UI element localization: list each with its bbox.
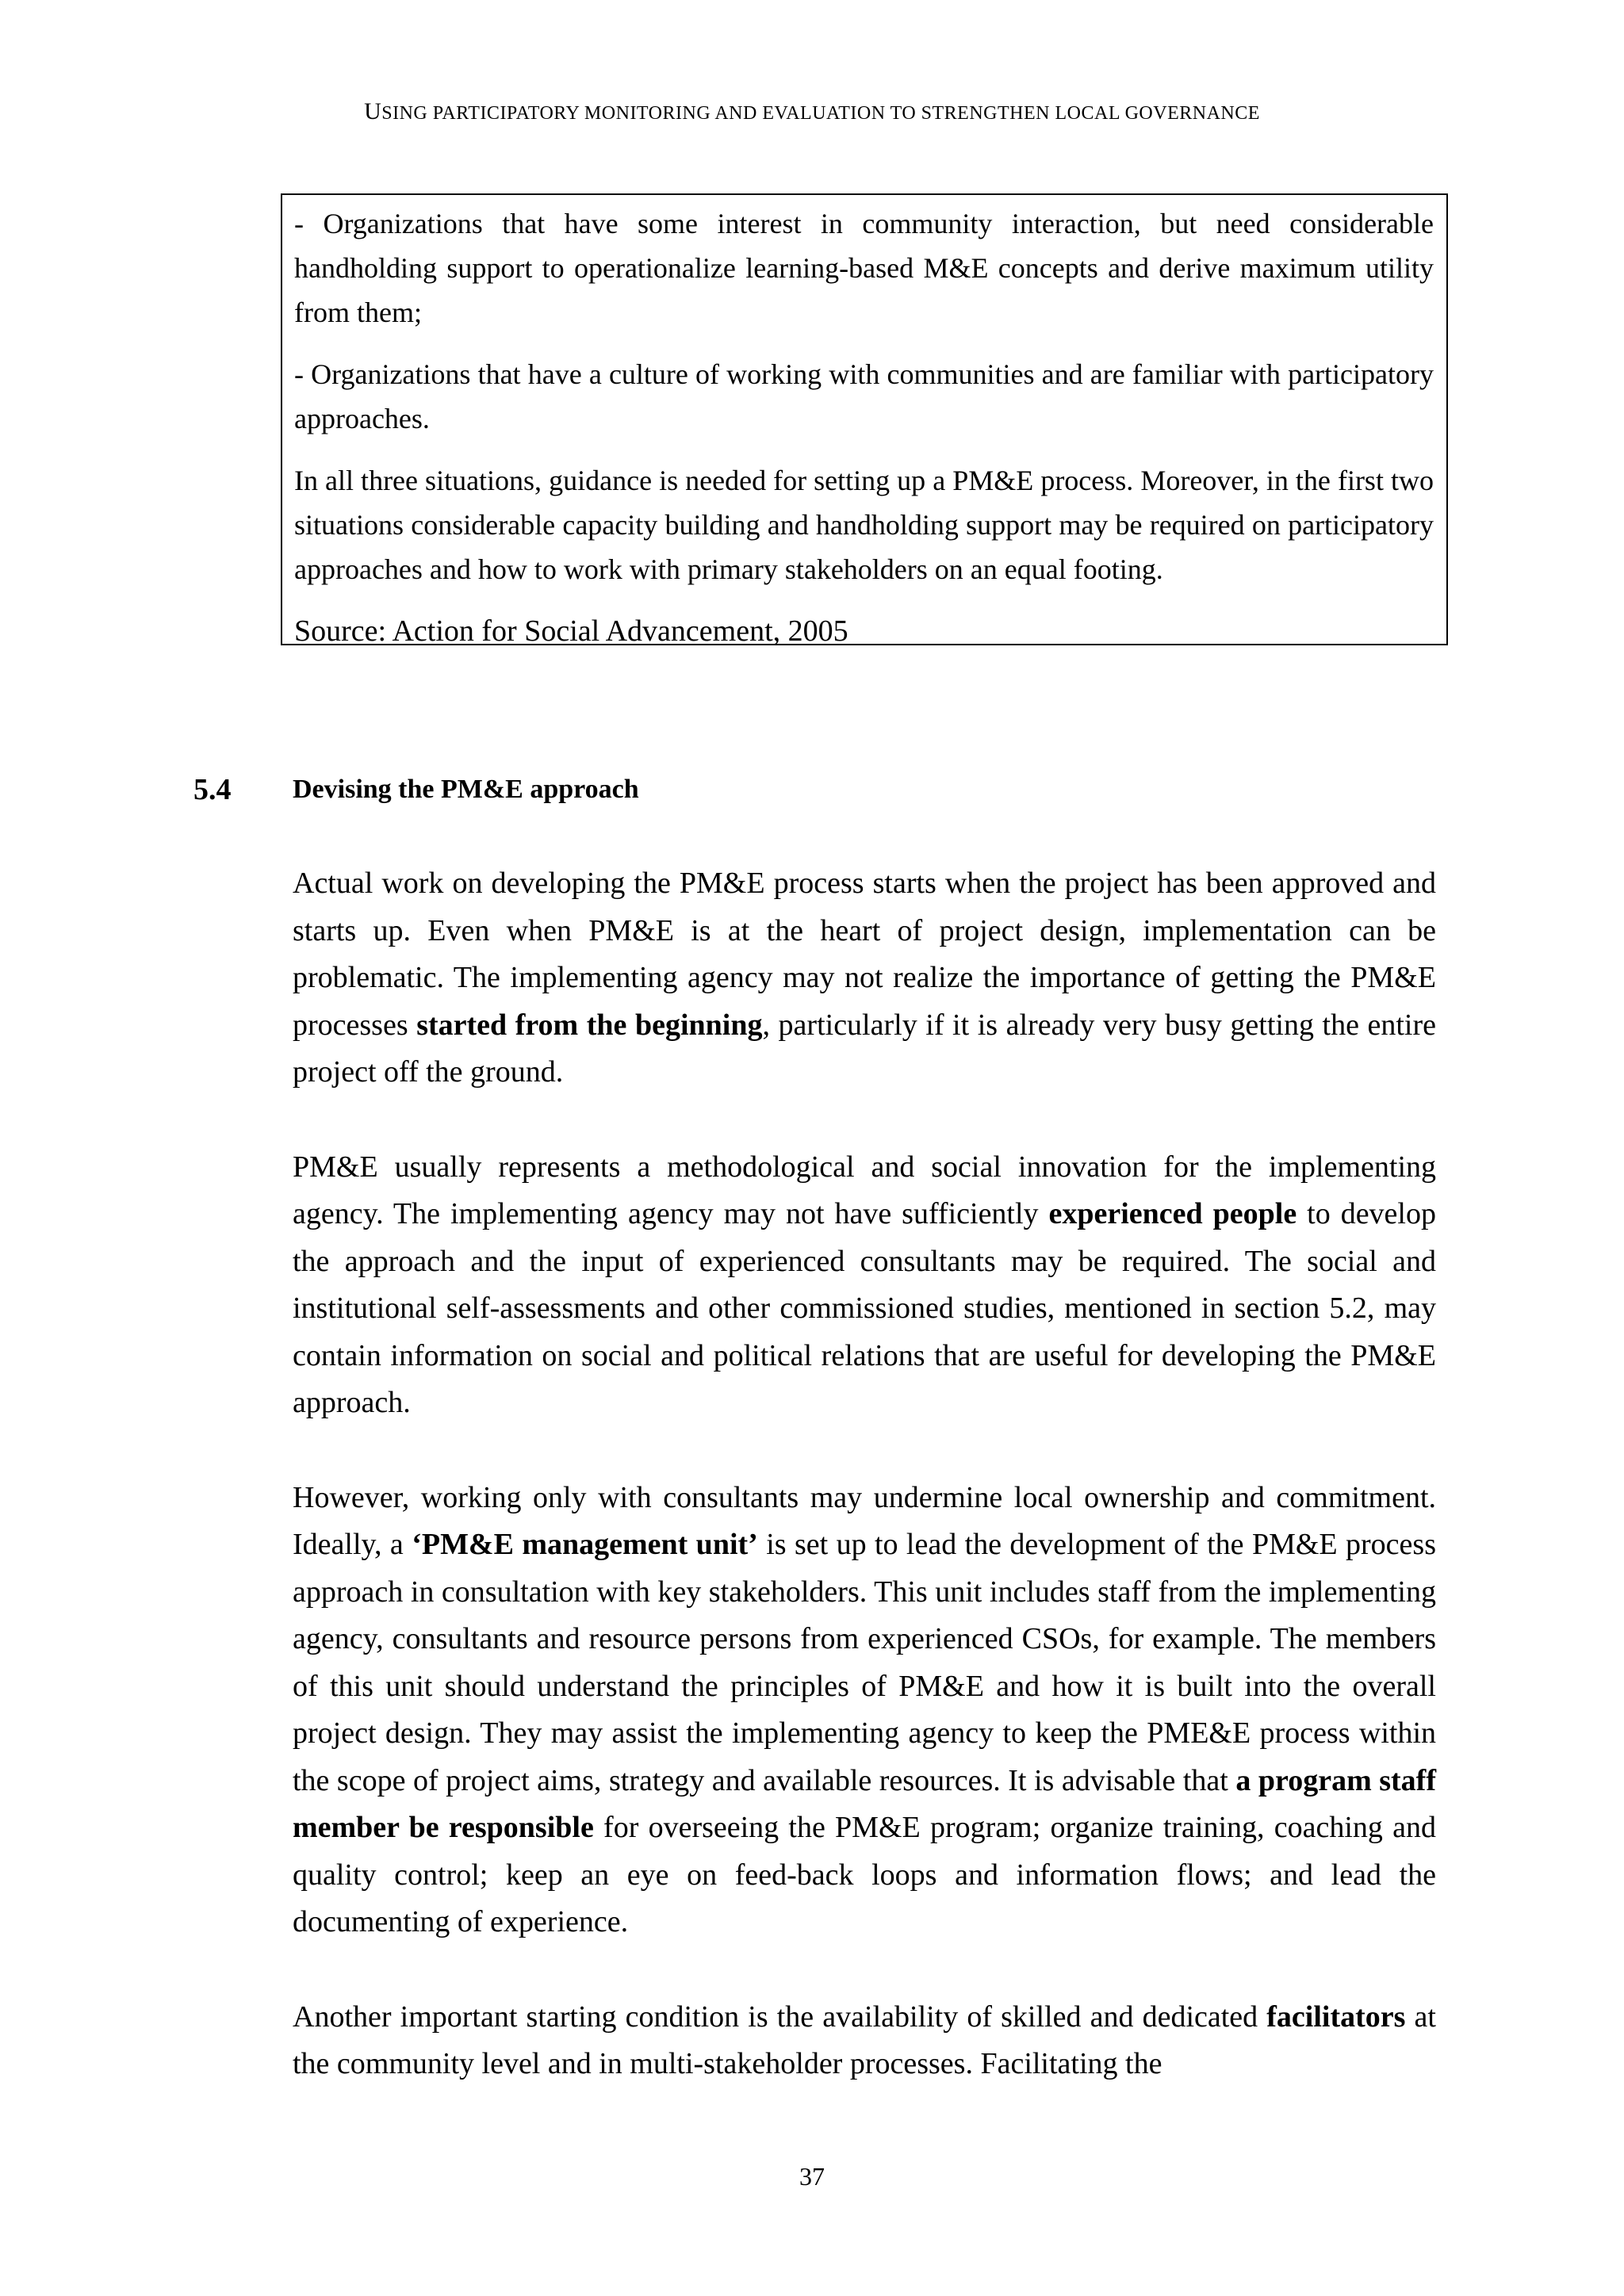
section-heading xyxy=(0,766,1624,813)
box-item-1: - Organizations that have some interest in community interaction, but need considerable handholding support to operationalize learning-based M&E concepts and derive maximum utility from them; xyxy=(294,208,1434,328)
paragraph-2-text-c: to develop the approach and the input of experienced consultants may be required. The social and institutional self-assessments and other commissioned studies, mentioned in section 5.2, may contain information on social and political relations that are useful for developing the PM&E approach. xyxy=(293,1197,1436,1419)
running-header-text: SING PARTICIPATORY MONITORING AND EVALUATION TO STRENGTHEN LOCAL GOVERNANCE xyxy=(381,103,1260,124)
running-header-initial: U xyxy=(364,98,382,124)
paragraph-2-bold: experienced people xyxy=(1048,1197,1297,1230)
paragraph-3-bold-2: a program staff member be responsible xyxy=(293,1763,1436,1844)
section-title: Devising the PM&E approach xyxy=(293,775,639,804)
paragraph-2 xyxy=(293,1144,1436,1427)
paragraph-1-bold: started from the beginning xyxy=(416,1008,763,1042)
box-source: Source: Action for Social Advancement, 2005 xyxy=(294,614,848,648)
paragraph-4-text-a: Another important starting condition is the availability of skilled and dedicated xyxy=(293,1999,1267,2034)
paragraph-3-text-e: for overseeing the PM&E program; organize training, coaching and quality control; keep an eye on feed-back loops and information flows; and lead the documenting of experience. xyxy=(293,1811,1436,1938)
paragraph-1 xyxy=(293,860,1436,1096)
running-header xyxy=(0,98,1624,125)
paragraph-2-text-a: PM&E usually represents a methodological and social innovation for the implementing agency. The implementing agency may not have sufficiently xyxy=(293,1150,1436,1230)
section-number: 5.4 xyxy=(193,773,232,806)
paragraph-4 xyxy=(293,1994,1436,2088)
box-item-2: - Organizations that have a culture of working with communities and are familiar with participatory approaches. xyxy=(294,358,1434,434)
paragraph-4-text-c: at the community level and in multi-stakeholder processes. Facilitating the xyxy=(293,1999,1436,2080)
paragraph-1-text-a: Actual work on developing the PM&E process starts when the project has been approved and starts up. Even when PM&E is at the heart of project design, implementation can be problematic. The implementing agency may not realize the importance of getting the PM&E processes xyxy=(293,867,1436,1042)
paragraph-3 xyxy=(293,1475,1436,1946)
body-text xyxy=(293,860,1436,2136)
paragraph-3-text-c: is set up to lead the development of the PM&E process approach in consultation with key stakeholders. This unit includes staff from the implementing agency, consultants and resource persons from experienced CSOs, for example. The members of this unit should understand the principles of PM&E and how it is built into the overall project design. They may assist the implementing agency to keep the PME&E process within the scope of project aims, strategy and available resources. It is advisable that xyxy=(293,1528,1436,1797)
paragraph-3-bold-1: ‘PM&E management unit’ xyxy=(412,1528,758,1561)
paragraph-1-text-c: , particularly if it is already very busy getting the entire project off the ground. xyxy=(293,1008,1436,1089)
source-box xyxy=(281,193,1448,648)
paragraph-4-bold: facilitators xyxy=(1266,1999,1406,2034)
box-summary: In all three situations, guidance is needed for setting up a PM&E process. Moreover, in the first two situations considerable capacity building and handholding support may be required on participatory approaches and how to work with primary stakeholders on an equal footing. xyxy=(294,465,1434,585)
page-number: 37 xyxy=(799,2162,825,2191)
paragraph-3-text-a: However, working only with consultants may undermine local ownership and commitment. Ideally, a xyxy=(293,1480,1436,1561)
